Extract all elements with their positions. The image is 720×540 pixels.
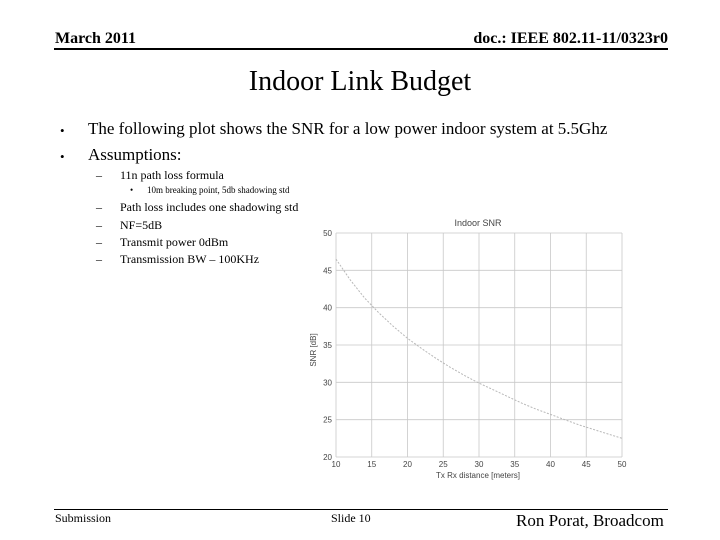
snr-chart — [300, 210, 645, 485]
y-tick-label: 20 — [323, 453, 332, 462]
header-doc-id: doc.: IEEE 802.11-11/0323r0 — [473, 30, 668, 47]
y-tick-label: 40 — [323, 303, 332, 313]
header-rule — [54, 48, 668, 50]
dash-marker: – — [96, 218, 102, 232]
chart-xlabel: Tx Rx distance [meters] — [435, 471, 521, 480]
x-tick-label: 45 — [581, 460, 591, 469]
x-tick-label: 20 — [403, 460, 412, 469]
footer-slide-number: Slide 10 — [331, 511, 371, 525]
sub-bullet-text: 11n path loss formula — [120, 168, 224, 182]
bullet-marker: • — [60, 123, 65, 138]
footer-rule — [54, 509, 668, 510]
x-tick-label: 35 — [510, 460, 520, 469]
dash-marker: – — [96, 168, 102, 182]
bullet-text: Assumptions: — [88, 145, 182, 164]
bullet-text: The following plot shows the SNR for a low power indoor system at 5.5Ghz — [88, 119, 608, 138]
x-tick-label: 10 — [331, 460, 341, 469]
y-tick-label: 25 — [323, 415, 332, 425]
chart-title: Indoor SNR — [454, 218, 502, 228]
slide-title: Indoor Link Budget — [248, 66, 472, 97]
y-tick-label: 35 — [323, 341, 332, 350]
footer-author: Ron Porat, Broadcom — [516, 511, 664, 530]
x-tick-label: 15 — [367, 460, 377, 469]
sub-bullet-text: Transmission BW – 100KHz — [120, 252, 260, 266]
bullet-marker: • — [60, 149, 65, 164]
dash-marker: – — [96, 235, 102, 249]
sub-bullet-text: Path loss includes one shadowing std — [120, 200, 299, 214]
x-tick-label: 25 — [438, 460, 448, 469]
x-tick-label: 50 — [617, 460, 627, 469]
x-tick-label: 40 — [546, 460, 555, 469]
dash-marker: – — [96, 252, 102, 266]
x-tick-label: 30 — [474, 460, 484, 469]
dash-marker: – — [96, 200, 102, 214]
y-tick-label: 50 — [323, 229, 332, 238]
y-tick-label: 45 — [323, 266, 332, 276]
chart-grid — [336, 233, 622, 457]
sub-bullet-text: NF=5dB — [120, 218, 163, 232]
sub-sub-bullet-text: 10m breaking point, 5db shadowing std — [147, 185, 290, 195]
footer-submission: Submission — [55, 511, 112, 525]
chart-ticks — [323, 229, 627, 469]
sub-bullet-text: Transmit power 0dBm — [120, 235, 229, 249]
y-tick-label: 30 — [323, 378, 332, 388]
sub-sub-bullet-marker: • — [130, 185, 134, 195]
chart-ylabel: SNR [dB] — [309, 333, 318, 367]
header-date: March 2011 — [55, 30, 137, 47]
